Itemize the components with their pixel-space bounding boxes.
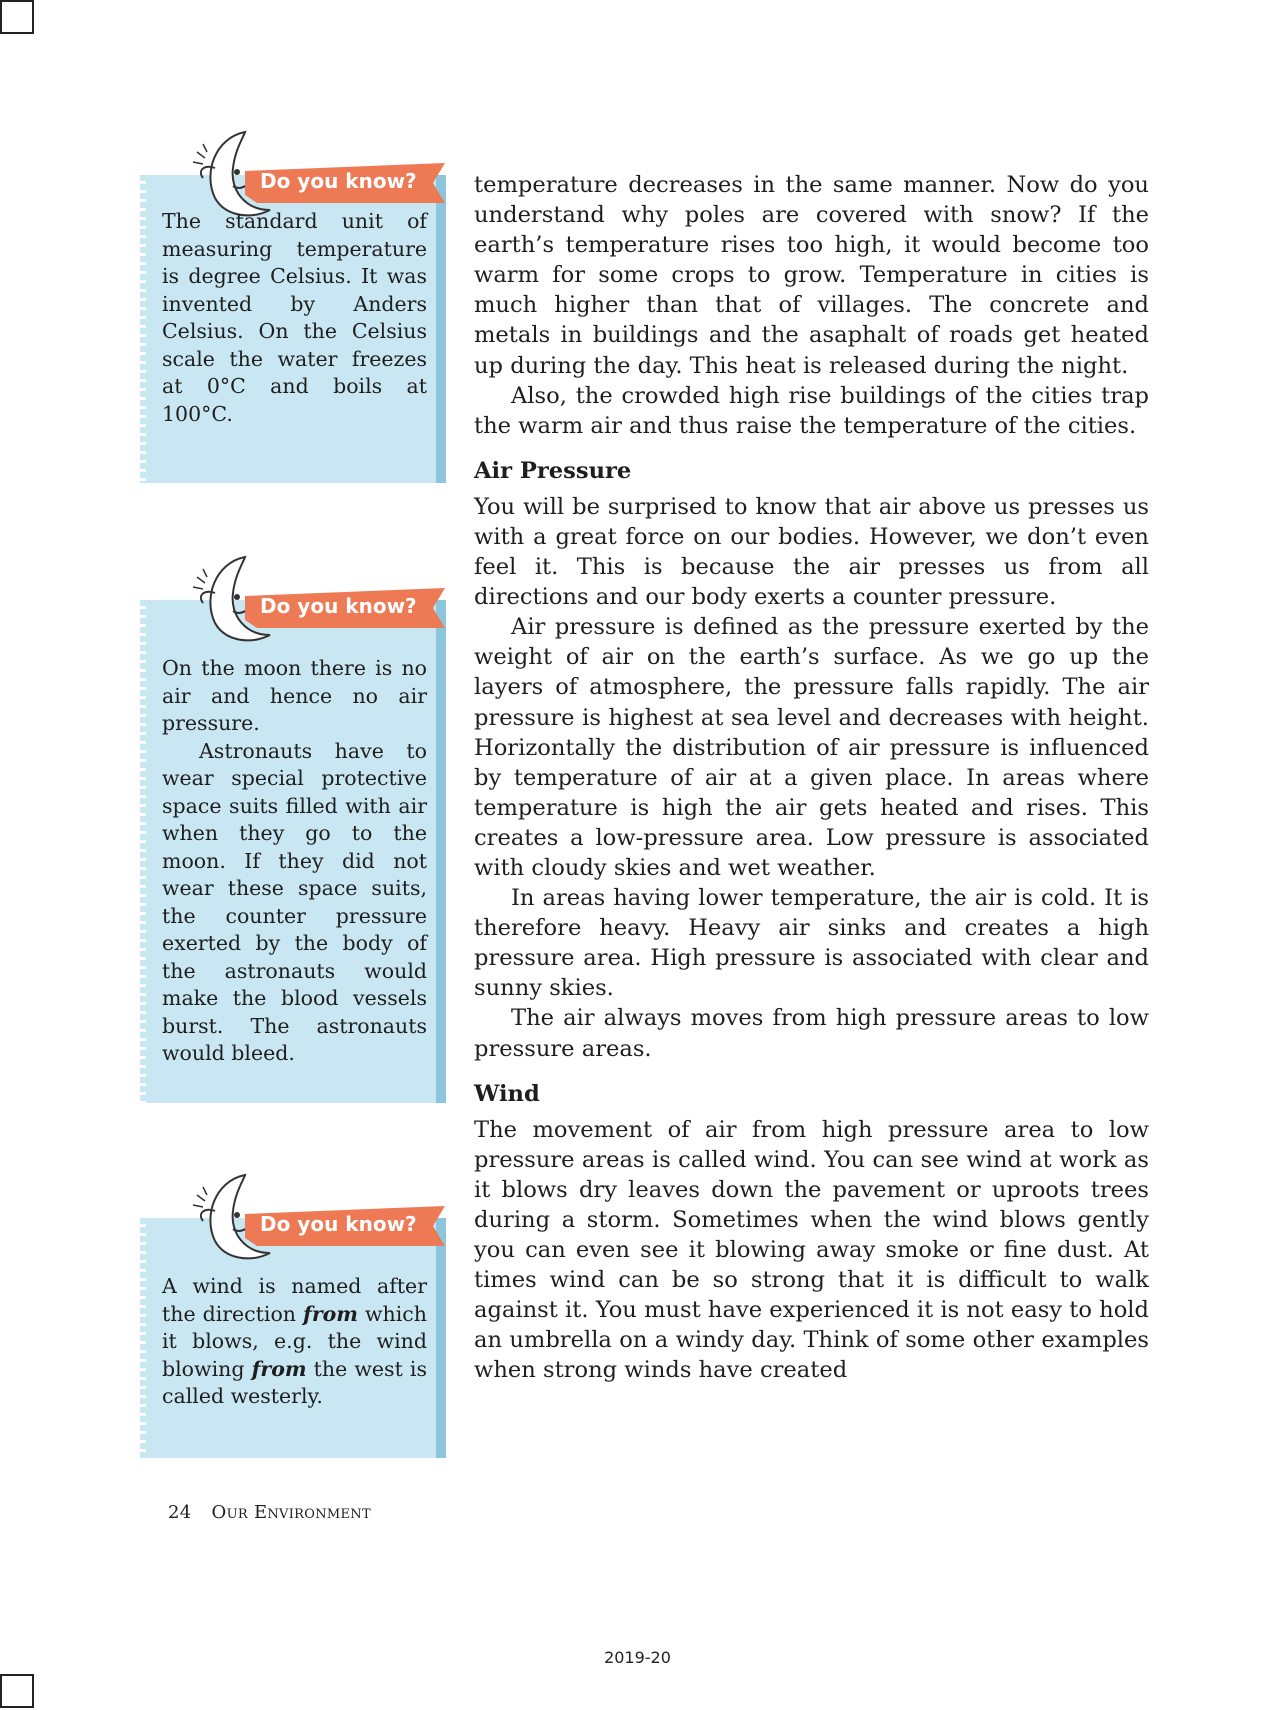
paragraph-wind: The movement of air from high pressure area to low pressure areas is called wind. You can see wind at work as it blows dry leaves down the pavement or uproots trees during a storm. Sometimes when the wind blows gently you can even see it blowing away smoke or fine dust. At times wind can be so strong that it is difficult to walk against it. You must have experienced it is not easy to hold an umbrella on a windy day. Think of some other examples when strong winds have created <box>474 1116 1149 1384</box>
emphasis-from: from <box>251 1356 307 1381</box>
edition-year: 2019-20 <box>604 1648 671 1667</box>
text-run: the west is called westerly. <box>162 1356 428 1408</box>
do-you-know-text-2 <box>162 655 427 1068</box>
heading-air-pressure: Air Pressure <box>474 457 632 484</box>
do-you-know-badge: Do you know? <box>260 1212 417 1236</box>
emphasis-from: from <box>303 1301 358 1326</box>
moon-mascot-icon <box>175 553 285 648</box>
heading-wind: Wind <box>474 1080 540 1107</box>
crop-mark-bottom-left <box>0 1674 34 1708</box>
do-you-know-badge: Do you know? <box>260 594 417 618</box>
do-you-know-header-3 <box>140 1171 450 1266</box>
crop-mark-top-left <box>0 0 34 34</box>
page-footer <box>168 1502 371 1523</box>
book-title: Our Environment <box>211 1502 371 1523</box>
do-you-know-paragraph: Astronauts have to wear special protective space suits filled with air when they go to the moon. If they did not wear these space suits, the counter pressure exerted by the body of the astronauts would make the blood vessels burst. The astronauts would bleed. <box>162 738 427 1065</box>
do-you-know-text-1 <box>162 208 427 428</box>
paragraph-air-pressure-intro: You will be surprised to know that air above us presses us with a great force on our bodies. However, we don’t even feel it. This is because the air presses us from all directions and our body exerts a counter pressure. <box>474 493 1149 611</box>
do-you-know-badge: Do you know? <box>260 169 417 193</box>
paragraph-air-movement: The air always moves from high pressure areas to low pressure areas. <box>474 1005 1149 1062</box>
paragraph-temperature: temperature decreases in the same manner. Now do you understand why poles are covered with snow? If the earth’s temperature rises too high, it would become too warm for some crops to grow. Temperature in cities is much higher than that of villages. The concrete and metals in buildings and the asaphalt of roads get heated up during the day. This heat is released during the night. <box>474 172 1149 379</box>
do-you-know-header-2 <box>140 553 450 648</box>
do-you-know-text-3 <box>162 1273 427 1411</box>
text-run: A wind is named after the direction <box>162 1274 427 1326</box>
paragraph-high-pressure: In areas having lower temperature, the air is cold. It is therefore heavy. Heavy air sinks and creates a high pressure area. High pressure is associated with clear and sunny skies. <box>474 885 1149 1002</box>
do-you-know-paragraph: On the moon there is no air and hence no air pressure. <box>162 656 427 735</box>
do-you-know-paragraph: The standard unit of measuring temperature is degree Celsius. It was invented by Anders Celsius. On the Celsius scale the water freezes at 0°C and boils at 100°C. <box>162 209 427 426</box>
do-you-know-paragraph <box>162 1273 427 1411</box>
moon-mascot-icon <box>175 1171 285 1266</box>
paragraph-air-pressure-definition: Air pressure is defined as the pressure exerted by the weight of air on the earth’s surface. As we go up the layers of atmosphere, the pressure falls rapidly. The air pressure is highest at sea level and decreases with height. Horizontally the distribution of air pressure is influenced by temperature of air at a given place. In areas where temperature is high the air gets heated and rises. This creates a low-pressure area. Low pressure is associated with cloudy skies and wet weather. <box>474 614 1149 881</box>
page-number: 24 <box>168 1502 192 1523</box>
paragraph-city-buildings: Also, the crowded high rise buildings of the cities trap the warm air and thus raise the temperature of the cities. <box>474 382 1149 439</box>
text-run: which it blows, e.g. the wind blowing <box>162 1301 427 1381</box>
main-column <box>474 170 1149 1385</box>
